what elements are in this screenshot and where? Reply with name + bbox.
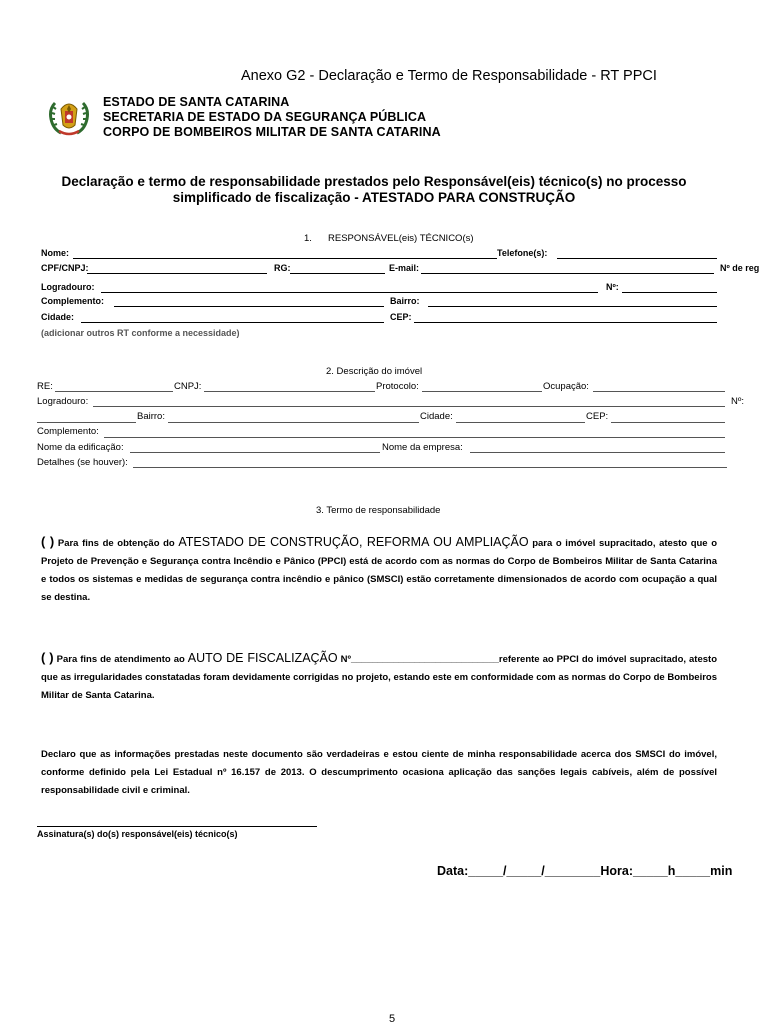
s1-zip-label: CEP:	[390, 312, 412, 322]
s2-company-name-label: Nome da empresa:	[382, 442, 463, 453]
s1-district-field[interactable]	[428, 306, 717, 307]
section3-heading: 3. Termo de responsabilidade	[316, 505, 441, 516]
s1-phone-field[interactable]	[557, 258, 717, 259]
s1-rg-label: RG:	[274, 263, 291, 273]
s1-number-field[interactable]	[622, 292, 717, 293]
s2-re-field[interactable]	[55, 391, 173, 392]
s2-zip-field[interactable]	[611, 422, 725, 423]
s1-add-rt-note: (adicionar outros RT conforme a necessidade)	[41, 328, 240, 338]
s2-cnpj-field[interactable]	[204, 391, 375, 392]
section1-heading: RESPONSÁVEL(eis) TÉCNICO(s)	[328, 233, 474, 244]
s1-email-field[interactable]	[421, 273, 714, 274]
org-state: ESTADO DE SANTA CATARINA	[103, 95, 290, 109]
term-construction-paragraph: ( ) Para fins de obtenção do ATESTADO DE CONSTRUÇÃO, REFORMA OU AMPLIAÇÃO para o imóvel supracitado, atesto que o Projeto de Prevenção e Segurança contra Incêndio e Pânico (PPCI) está de acordo com as normas do Corpo de Bombeiros Militar de Santa Catarina e todos os sistemas e medidas de segurança contra incêndio e pânico (SMSCI) estão corretamente dimensionados de acordo com ocupação a qual se destina.	[41, 534, 718, 603]
s2-re-label: RE:	[37, 381, 53, 392]
state-coat-of-arms-icon	[47, 95, 91, 139]
s2-occupation-label: Ocupação:	[543, 381, 589, 392]
s2-details-label: Detalhes (se houver):	[37, 457, 128, 468]
section1-number: 1.	[304, 233, 312, 244]
s2-district-label: Bairro:	[137, 411, 165, 422]
term-construction-checkbox[interactable]: ( )	[41, 534, 55, 549]
s1-phone-label: Telefone(s):	[497, 248, 548, 258]
page-number: 5	[389, 1013, 396, 1025]
s2-complement-label: Complemento:	[37, 426, 99, 437]
term-inspection-checkbox[interactable]: ( )	[41, 650, 54, 665]
s2-details-field[interactable]	[133, 467, 727, 468]
s1-number-label: Nº:	[606, 282, 619, 292]
s2-building-name-field[interactable]	[130, 452, 380, 453]
signature-label: Assinatura(s) do(s) responsável(eis) técnico(s)	[37, 829, 238, 839]
s2-protocol-field[interactable]	[422, 391, 542, 392]
s2-city-label: Cidade:	[420, 411, 453, 422]
s1-district-label: Bairro:	[390, 296, 420, 306]
document-title-line2: simplificado de fiscalização - ATESTADO PARA CONSTRUÇÃO	[172, 190, 576, 205]
s2-district-field[interactable]	[168, 422, 419, 423]
s2-protocol-label: Protocolo:	[376, 381, 419, 392]
s1-city-field[interactable]	[81, 322, 384, 323]
document-title-line1: Declaração e termo de responsabilidade prestados pelo Responsável(eis) técnico(s) no processo	[61, 174, 687, 189]
section2-heading: 2. Descrição do imóvel	[326, 366, 423, 377]
s2-occupation-field[interactable]	[593, 391, 725, 392]
s1-complement-label: Complemento:	[41, 296, 104, 306]
declaration-paragraph: Declaro que as informações prestadas neste documento são verdadeiras e estou ciente de minha responsabilidade acerca dos SMSCI do imóvel, conforme definido pela Lei Estadual nº 16.157 de 2013. O descumprimento ocasiona aplicação das sanções legais cabíveis, além de possível responsabilidade civil e criminal.	[41, 749, 717, 796]
s1-registration-label: Nº de reg	[720, 263, 760, 273]
s2-zip-label: CEP:	[586, 411, 609, 422]
s1-complement-field[interactable]	[114, 306, 384, 307]
s1-street-label: Logradouro:	[41, 282, 95, 292]
s2-city-field[interactable]	[456, 422, 585, 423]
s2-street-label: Logradouro:	[37, 396, 89, 407]
s2-complement-field[interactable]	[104, 437, 725, 438]
s2-street-field[interactable]	[93, 406, 725, 407]
s1-rg-field[interactable]	[290, 273, 385, 274]
inspection-number-field[interactable]: ____________________________	[350, 654, 499, 665]
s1-name-field[interactable]	[73, 258, 497, 259]
s1-name-label: Nome:	[41, 248, 70, 258]
s2-number-label: Nº:	[731, 396, 744, 407]
s1-cpf-label: CPF/CNPJ:	[41, 263, 89, 273]
annex-title: Anexo G2 - Declaração e Termo de Responsabilidade - RT PPCI	[241, 68, 657, 84]
s1-cpf-field[interactable]	[87, 273, 267, 274]
org-secretary: SECRETARIA DE ESTADO DA SEGURANÇA PÚBLICA	[103, 110, 427, 124]
s1-zip-field[interactable]	[414, 322, 717, 323]
s2-company-name-field[interactable]	[470, 452, 725, 453]
s2-number-field[interactable]	[37, 422, 136, 423]
org-fire-department: CORPO DE BOMBEIROS MILITAR DE SANTA CATARINA	[103, 125, 441, 139]
s2-building-name-label: Nome da edificação:	[37, 442, 124, 453]
s1-street-field[interactable]	[101, 292, 598, 293]
term-inspection-paragraph: ( ) Para fins de atendimento ao AUTO DE FISCALIZAÇÃO Nº____________________________referente ao PPCI do imóvel supracitado, atesto que as irregularidades constatadas foram devidamente corrigidas no projeto, estando este em conformidade com as normas do Corpo de Bombeiros Militar de Santa Catarina.	[41, 650, 717, 701]
s1-city-label: Cidade:	[41, 312, 75, 322]
signature-line[interactable]	[37, 826, 317, 827]
date-time-line[interactable]: Data:_____/_____/________Hora:_____h_____min	[437, 864, 733, 878]
s2-cnpj-label: CNPJ:	[174, 381, 202, 392]
s1-email-label: E-mail:	[389, 263, 420, 273]
